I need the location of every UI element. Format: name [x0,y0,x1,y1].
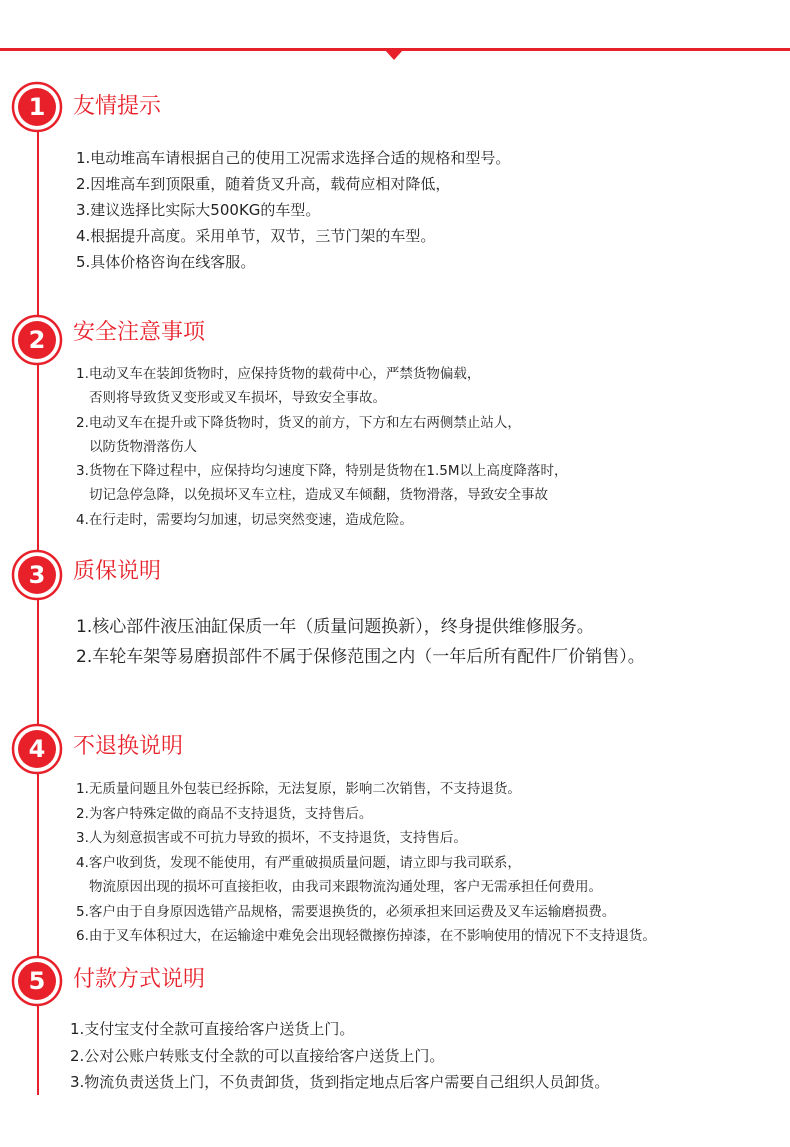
list-item: 4.根据提升高度。采用单节，双节，三节门架的车型。 [76,227,436,245]
list-item: 2.电动叉车在提升或下降货物时，货叉的前方，下方和左右两侧禁止站人， [76,414,521,431]
list-item: 2.公对公账户转账支付全款的可以直接给客户送货上门。 [70,1046,445,1065]
section-body-4 [76,777,656,949]
list-item: 物流原因出现的损坏可直接拒收，由我司来跟物流沟通处理，客户无需承担任何费用。 [89,879,602,895]
section-number-2: 2 [28,326,46,354]
list-item: 3.建议选择比实际大500KG的车型。 [76,201,321,219]
section-body-1 [76,145,510,275]
list-item: 4.客户收到货，发现不能使用，有严重破损质量问题，请立即与我司联系， [76,854,521,871]
section-badge-4 [11,723,63,775]
list-item: 1.支付宝支付全款可直接给客户送货上门。 [70,1020,355,1038]
section-badge-3 [11,549,63,601]
list-item: 3.货物在下降过程中，应保持均匀速度下降，特别是货物在1.5M以上高度降落时， [76,463,568,480]
list-item: 5.客户由于自身原因选错产品规格，需要退换货的，必须承担来回运费及叉车运输磨损费。 [76,903,616,920]
section-title-1: 友情提示 [73,94,162,119]
list-item: 1.无质量问题且外包装已经拆除，无法复原，影响二次销售，不支持退货。 [76,781,521,797]
section-title-3: 质保说明 [73,559,162,584]
list-item: 3.人为刻意损害或不可抗力导致的损坏，不支持退货，支持售后。 [76,830,467,846]
list-item: 1.电动叉车在装卸货物时，应保持货物的载荷中心，严禁货物偏载， [76,366,481,382]
section-badge-1 [11,81,63,133]
list-item: 4.在行走时，需要均匀加速，切忌突然变速，造成危险。 [76,511,413,528]
list-item: 5.具体价格咨询在线客服。 [76,253,256,271]
section-badge-2 [11,314,63,366]
list-item: 1.电动堆高车请根据自己的使用工况需求选择合适的规格和型号。 [76,149,511,167]
list-item: 切记急停急降，以免损坏叉车立柱，造成叉车倾翻，货物滑落，导致安全事故 [89,487,548,504]
list-item: 2.车轮车架等易磨损部件不属于保修范围之内（一年后所有配件厂价销售）。 [76,647,645,667]
section-title-2: 安全注意事项 [73,320,206,345]
top-divider-notch [385,50,403,60]
section-title-4: 不退换说明 [73,734,184,759]
list-item: 1.核心部件液压油缸保质一年（质量问题换新），终身提供维修服务。 [76,617,594,637]
section-number-1: 1 [28,93,46,121]
section-title-5: 付款方式说明 [73,967,206,992]
list-item: 3.物流负责送货上门，不负责卸货，货到指定地点后客户需要自己组织人员卸货。 [70,1073,610,1091]
section-number-3: 3 [28,561,46,589]
list-item: 否则将导致货叉变形或叉车损坏，导致安全事故。 [89,390,386,407]
section-badge-5 [11,955,63,1007]
section-number-4: 4 [28,735,46,763]
section-body-5 [70,1016,609,1096]
list-item: 以防货物滑落伤人 [89,438,197,455]
timeline-line [37,120,39,1095]
list-item: 2.为客户特殊定做的商品不支持退货，支持售后。 [76,805,373,822]
section-number-5: 5 [28,967,46,995]
list-item: 6.由于叉车体积过大，在运输途中难免会出现轻微擦伤掉漆，在不影响使用的情况下不支持退货。 [76,928,656,944]
list-item: 2.因堆高车到顶限重，随着货叉升高，载荷应相对降低， [76,175,451,193]
section-body-2 [76,362,568,532]
section-body-3 [76,612,645,672]
